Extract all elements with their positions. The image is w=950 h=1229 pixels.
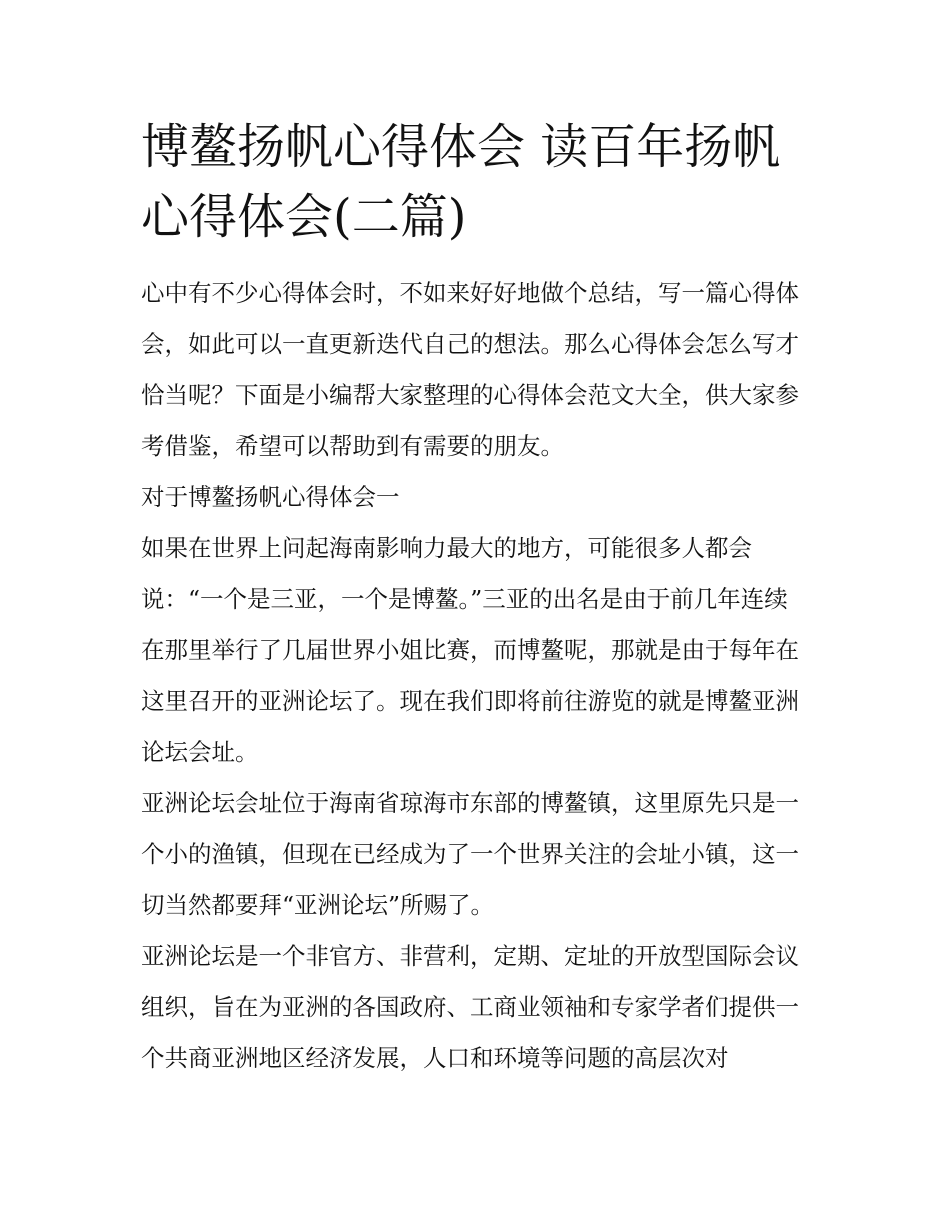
section-heading: 对于博鳌扬帆心得体会一: [141, 483, 400, 511]
document-body: [141, 112, 811, 1084]
document-title: 博鳌扬帆心得体会 读百年扬帆心得体会(二篇): [141, 119, 781, 245]
paragraph-forum-site: 亚洲论坛会址位于海南省琼海市东部的博鳌镇，这里原先只是一个小的渔镇，但现在已经成为了一个世界关注的会址小镇，这一切当然都要拜“亚洲论坛”所赐了。: [141, 789, 799, 919]
paragraph-intro: 心中有不少心得体会时，不如来好好地做个总结，写一篇心得体会，如此可以一直更新迭代自己的想法。那么心得体会怎么写才恰当呢？下面是小编帮大家整理的心得体会范文大全，供大家参考借鉴，希望可以帮助到有需要的朋友。: [141, 279, 799, 460]
paragraph-boao-fame: 如果在世界上问起海南影响力最大的地方，可能很多人都会说：“一个是三亚，一个是博鳌。”三亚的出名是由于前几年连续在那里举行了几届世界小姐比赛，而博鳌呢，那就是由于每年在这里召开的亚洲论坛了。现在我们即将前往游览的就是博鳌亚洲论坛会址。: [141, 534, 799, 766]
paragraph-forum-description: 亚洲论坛是一个非官方、非营利，定期、定址的开放型国际会议组织，旨在为亚洲的各国政府、工商业领袖和专家学者们提供一个共商亚洲地区经济发展，人口和环境等问题的高层次对: [141, 942, 799, 1072]
